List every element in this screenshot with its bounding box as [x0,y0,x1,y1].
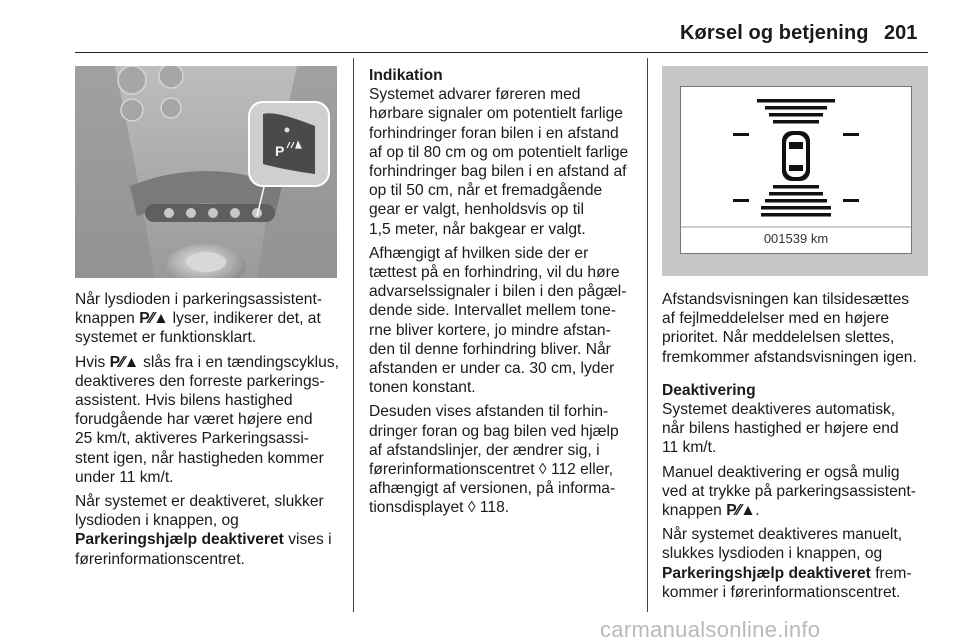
display-screen [680,86,912,254]
cross-reference-link[interactable]: 112 eller, [550,461,614,479]
right-paragraph-4: Når systemet deaktiveres manuelt, slukkes lysdioden i knappen, og Parkeringshjælp deaktiveret frem- kommer i førerinformationscentret. [662,526,912,601]
left-paragraph-3: Når systemet er deaktiveret, slukker lysdioden i knappen, og Parkeringshjælp deaktiveret vises i førerinformationscentret. [75,493,332,568]
cross-reference-icon: ◊ [467,499,476,517]
right-column-text [662,290,942,607]
middle-paragraph-3: Desuden vises afstanden til forhin- dringer foran og bag bilen ved hjælp af afstandslinjer, der ændrer sig, i førerinformationscentret ◊ 112 eller, afhængigt af versionen, på informa- tionsdisplayet ◊ 118. [369,403,619,517]
cross-reference-link[interactable]: 118. [479,499,510,517]
left-paragraph-1: Når lysdioden i parkeringsassistent- knappen P⁄⁄▲ lyser, indikerer det, at systemet er funktionsklart. [75,291,323,347]
parking-assist-icon: P⁄⁄▲ [109,353,139,371]
header-rule [75,52,928,53]
parking-assist-icon: P⁄⁄▲ [139,310,169,328]
parking-distance-display [662,66,928,276]
watermark: carmanualsonline.info [600,617,821,642]
page-number: 201 [884,22,918,44]
cross-reference-icon: ◊ [538,461,547,479]
column-divider-right [647,58,648,612]
distance-lines-svg [681,87,911,253]
svg-text:P: P [275,143,285,159]
middle-paragraph-1: Systemet advarer føreren med hørbare signaler om potentielt farlige forhindringer foran bilen i en afstand af op til 80 cm og om potentielt farlige forhindringer bag bilen i en afstand af op til 50 cm, når et fremadgående gear er valgt, henholdsvis op til 1,5 meter, når bakgear er valgt. [369,86,629,238]
middle-column-text [369,66,644,523]
parking-assist-icon: P⁄⁄▲ [726,502,756,520]
left-paragraph-2: Hvis P⁄⁄▲ slås fra i en tændingscyklus, deaktiveres den forreste parkerings- assistent. Hvis bilens hastighed forudgående har været højere end 25 km/t, aktiveres Parkeringsassi- stent igen, når hastigheden kommer under 11 km/t. [75,353,339,486]
console-illustration-svg [75,66,337,278]
page-header-title: Kørsel og betjening [680,22,869,44]
heading-deaktivering: Deaktivering [662,381,756,399]
right-paragraph-3: Manuel deaktivering er også mulig ved at trykke på parkeringsassistent- knappen P⁄⁄▲. [662,463,916,520]
left-column-text [75,290,350,574]
console-illustration [75,66,337,278]
right-paragraph-2: Systemet deaktiveres automatisk, når bilens hastighed er højere end 11 km/t. [662,401,899,457]
display-odometer: 001539 km [763,231,829,246]
column-divider-left [353,58,354,612]
middle-paragraph-2: Afhængigt af hvilken side der er tættest på en forhindring, vil du høre advarselssignaler i bilen i den pågæl- dende side. Intervallet mellem tone- rne bliver kortere, jo mindre afstan- den til denne forhindring bliver. Når afstanden er under ca. 30 cm, lyder tonen konstant. [369,244,627,397]
right-paragraph-1: Afstandsvisningen kan tilsidesættes af fejlmeddelelser med en højere prioritet. Når meddelelsen slettes, fremkommer afstandsvisningen igen. [662,291,917,366]
heading-indikation: Indikation [369,67,443,84]
